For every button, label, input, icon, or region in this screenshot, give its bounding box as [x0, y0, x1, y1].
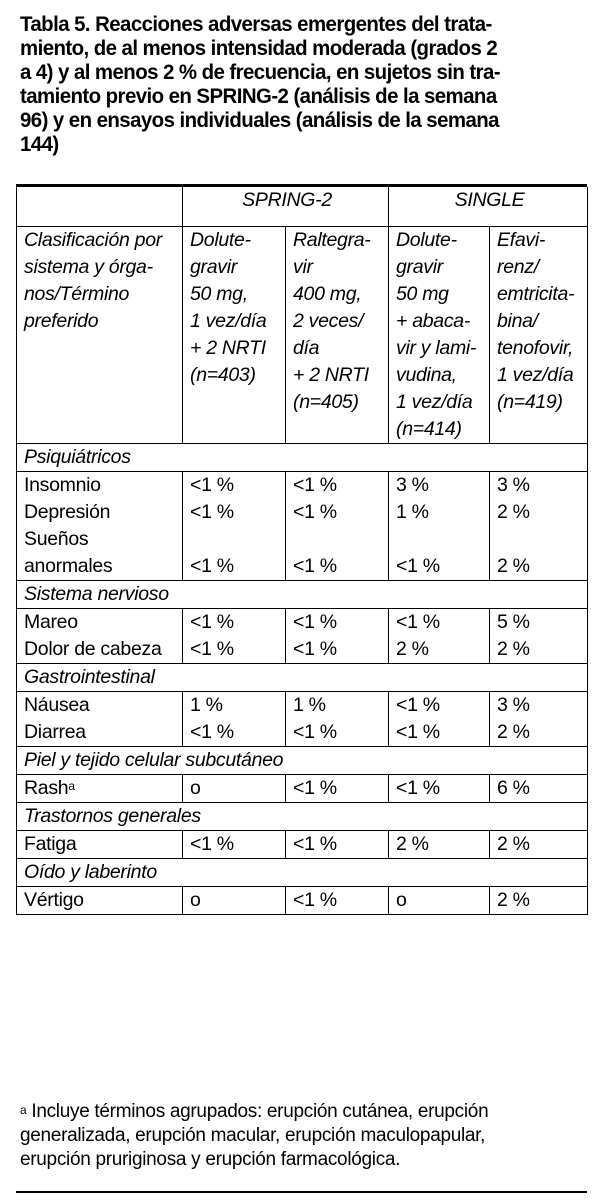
- column-header-line: Clasificación por: [24, 229, 162, 251]
- term-line: Sueños: [24, 528, 89, 550]
- term-cell: [17, 472, 183, 581]
- column-header-line: bina/: [497, 310, 538, 332]
- column-header-line: vir: [293, 256, 313, 278]
- value-line: 3 %: [396, 474, 429, 496]
- footnote-line: erupción pruriginosa y erupción farmacológica.: [20, 1149, 401, 1170]
- value-cell: [286, 472, 389, 581]
- value-cell: [490, 472, 588, 581]
- value-line: <1 %: [293, 721, 337, 743]
- caption-line: 144): [20, 132, 59, 156]
- value-line: 5 %: [497, 611, 530, 633]
- category-row: [17, 803, 588, 831]
- term-line: Dolor de cabeza: [24, 638, 162, 660]
- term-line: Fatiga: [24, 833, 77, 855]
- value-cell: [389, 775, 490, 803]
- footnote-line: generalizada, erupción macular, erupción maculopapular,: [20, 1125, 486, 1146]
- value-line: <1 %: [190, 611, 234, 633]
- value-cell: [490, 609, 588, 664]
- column-header-line: Dolute-: [396, 229, 457, 251]
- term-text: Rash: [24, 777, 69, 799]
- value-cell: [389, 609, 490, 664]
- value-line: 1 %: [293, 694, 326, 716]
- column-header-line: (n=403): [190, 364, 256, 386]
- value-line: <1 %: [293, 555, 337, 577]
- value-line: <1 %: [293, 611, 337, 633]
- table-row: [17, 692, 588, 747]
- value-cell: [490, 887, 588, 915]
- term-cell: [17, 887, 183, 915]
- value-cell: [183, 609, 286, 664]
- table-row: [17, 609, 588, 664]
- caption-line: miento, de al menos intensidad moderada (grados 2: [20, 36, 498, 60]
- value-cell: [183, 887, 286, 915]
- value-cell: [490, 775, 588, 803]
- column-header-line: sistema y órga-: [24, 256, 153, 278]
- column-header-line: 400 mg,: [293, 283, 362, 305]
- column-header-line: 2 veces/: [293, 310, 364, 332]
- term-line: Mareo: [24, 611, 78, 633]
- empty-header-cell: [17, 187, 183, 227]
- table-row: [17, 775, 588, 803]
- term-cell: [17, 831, 183, 859]
- column-header-line: 50 mg,: [190, 283, 248, 305]
- value-cell: [286, 775, 389, 803]
- column-header-line: vir y lami-: [396, 337, 477, 359]
- column-header-line: 1 vez/día: [396, 391, 473, 413]
- category-row: [17, 664, 588, 692]
- column-header-row: [17, 227, 588, 444]
- column-header-line: 1 vez/día: [190, 310, 267, 332]
- category-label: Oído y laberinto: [17, 859, 588, 887]
- category-label: Trastornos generales: [17, 803, 588, 831]
- caption-line: Tabla 5. Reacciones adversas emergentes del trata-: [20, 12, 492, 36]
- value-line: <1 %: [293, 474, 337, 496]
- group-header-row: [17, 187, 588, 227]
- value-cell: [286, 887, 389, 915]
- table-footnote: [20, 1100, 590, 1172]
- group-header-spring2: SPRING-2: [183, 187, 389, 227]
- caption-line: tamiento previo en SPRING-2 (análisis de la semana: [20, 84, 497, 108]
- category-row: [17, 581, 588, 609]
- column-header-line: renz/: [497, 256, 539, 278]
- column-header-line: + 2 NRTI: [190, 337, 266, 359]
- category-row: [17, 747, 588, 775]
- value-cell: [389, 887, 490, 915]
- term-cell: [17, 692, 183, 747]
- term-line: [24, 775, 178, 802]
- value-cell: [490, 831, 588, 859]
- column-header-line: Efavi-: [497, 229, 546, 251]
- column-header-line: 1 vez/día: [497, 364, 574, 386]
- column-header-line: (n=414): [396, 418, 462, 440]
- value-line: <1 %: [190, 638, 234, 660]
- column-header-classification: [17, 227, 183, 444]
- value-line: <1 %: [293, 833, 337, 855]
- value-cell: [286, 692, 389, 747]
- column-header-line: preferido: [24, 310, 99, 332]
- value-line: [497, 526, 583, 553]
- bottom-rule: [16, 1191, 587, 1193]
- column-header-line: + abaca-: [396, 310, 471, 332]
- value-line: o: [190, 889, 201, 911]
- value-line: 2 %: [396, 638, 429, 660]
- value-line: 2 %: [497, 889, 530, 911]
- value-line: <1 %: [396, 721, 440, 743]
- value-line: [396, 526, 485, 553]
- value-line: <1 %: [190, 555, 234, 577]
- category-row: [17, 859, 588, 887]
- column-header-treatment: [389, 227, 490, 444]
- column-header-line: vudina,: [396, 364, 457, 386]
- value-line: o: [190, 777, 201, 799]
- term-line: Diarrea: [24, 721, 86, 743]
- column-header-line: + 2 NRTI: [293, 364, 369, 386]
- table-row: [17, 472, 588, 581]
- value-line: <1 %: [396, 694, 440, 716]
- category-label: Gastrointestinal: [17, 664, 588, 692]
- value-line: <1 %: [190, 721, 234, 743]
- category-label: Piel y tejido celular subcutáneo: [17, 747, 588, 775]
- column-header-line: (n=419): [497, 391, 563, 413]
- value-cell: [389, 472, 490, 581]
- value-line: <1 %: [190, 474, 234, 496]
- table-row: [17, 887, 588, 915]
- column-header-line: (n=405): [293, 391, 359, 413]
- caption-line: 96) y en ensayos individuales (análisis de la semana: [20, 108, 499, 132]
- term-line: Insomnio: [24, 474, 101, 496]
- value-cell: [389, 831, 490, 859]
- value-line: o: [396, 889, 407, 911]
- value-line: <1 %: [293, 501, 337, 523]
- value-line: [293, 526, 384, 553]
- value-line: <1 %: [293, 889, 337, 911]
- value-line: [190, 526, 281, 553]
- term-cell: [17, 609, 183, 664]
- footnote-text: Incluye términos agrupados: erupción cutánea, erupción: [26, 1101, 489, 1122]
- table-caption: [20, 12, 563, 156]
- column-header-line: emtricita-: [497, 283, 575, 305]
- value-cell: [286, 609, 389, 664]
- value-line: 2 %: [497, 555, 530, 577]
- value-line: <1 %: [293, 638, 337, 660]
- value-line: <1 %: [396, 611, 440, 633]
- term-line: Náusea: [24, 694, 90, 716]
- value-cell: [183, 472, 286, 581]
- column-header-line: gravir: [396, 256, 443, 278]
- column-header-line: gravir: [190, 256, 237, 278]
- value-cell: [490, 692, 588, 747]
- column-header-line: tenofovir,: [497, 337, 574, 359]
- value-line: 2 %: [396, 833, 429, 855]
- column-header-treatment: [183, 227, 286, 444]
- term-line: Depresión: [24, 501, 111, 523]
- value-line: 2 %: [497, 638, 530, 660]
- term-line: anormales: [24, 555, 113, 577]
- value-line: <1 %: [396, 777, 440, 799]
- value-line: <1 %: [293, 777, 337, 799]
- footnote-line: [20, 1100, 590, 1124]
- table-body: [17, 187, 588, 915]
- value-cell: [389, 692, 490, 747]
- caption-line: a 4) y al menos 2 % de frecuencia, en sujetos sin tra-: [20, 60, 501, 84]
- column-header-line: Raltegra-: [293, 229, 371, 251]
- category-label: Psiquiátricos: [17, 444, 588, 472]
- value-cell: [183, 775, 286, 803]
- value-line: 2 %: [497, 833, 530, 855]
- value-cell: [183, 692, 286, 747]
- term-line: Vértigo: [24, 889, 84, 911]
- value-cell: [286, 831, 389, 859]
- value-line: 2 %: [497, 501, 530, 523]
- value-line: 6 %: [497, 777, 530, 799]
- value-cell: [183, 831, 286, 859]
- footnote-mark: a: [68, 779, 75, 793]
- value-line: <1 %: [190, 833, 234, 855]
- value-line: 1 %: [190, 694, 223, 716]
- value-line: 2 %: [497, 721, 530, 743]
- column-header-treatment: [286, 227, 389, 444]
- value-line: 1 %: [396, 501, 429, 523]
- column-header-line: 50 mg: [396, 283, 449, 305]
- value-line: <1 %: [190, 501, 234, 523]
- table-row: [17, 831, 588, 859]
- category-label: Sistema nervioso: [17, 581, 588, 609]
- column-header-line: día: [293, 337, 320, 359]
- column-header-treatment: [490, 227, 588, 444]
- column-header-line: Dolute-: [190, 229, 251, 251]
- footnote-mark: a: [20, 1103, 27, 1117]
- value-line: <1 %: [396, 555, 440, 577]
- column-header-line: nos/Término: [24, 283, 130, 305]
- value-line: 3 %: [497, 474, 530, 496]
- group-header-single: SINGLE: [389, 187, 588, 227]
- adverse-reactions-table: [16, 187, 588, 915]
- term-cell: [17, 775, 183, 803]
- category-row: [17, 444, 588, 472]
- value-line: 3 %: [497, 694, 530, 716]
